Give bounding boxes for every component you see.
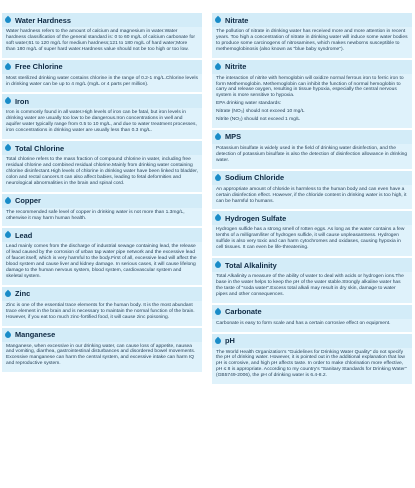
mps-description [212, 144, 412, 169]
zinc-description [2, 301, 202, 326]
water-drop-icon [214, 173, 222, 181]
sodium-chloride-title: Sodium Chloride [225, 173, 285, 183]
water-drop-icon [214, 133, 222, 141]
water-hardness-paragraph: Water hardness refers to the amount of calcium and magnesium in water.Water hardness classification of the general standard is: 0 to 60 mg/L of calcium carbonate for soft water;61 to 120 mg/L for medium hardness;121 to 180 mg/L of hard water;More than 180 mg/L of super hard water.Hardness value should not be too high or too low. [6, 29, 196, 52]
water-drop-icon [214, 261, 222, 269]
zinc-title: Zinc [15, 289, 31, 299]
nitrite-header [212, 60, 412, 74]
nitrite-title: Nitrite [225, 62, 247, 72]
total-chlorine-paragraph: Total chlorine refers to the mass fraction of compound chlorine in water, including free residual chlorine and combined residual chlorine.Mainly from drinking water containing chlorine disinfectant.High levels of chlorine in drinking water have been linked to bladder, colon and rectal cancers.It can also affect babies, leading to fetal deformities and neurological abnormalities in the brain and spinal cord. [6, 157, 198, 186]
nitrate-paragraph: The pollution of nitrate in drinking water has received more and more attention in recent years. Too high a concentration of nitrate in drinking water will induce some water bodies to produce some carcinogens of nitrosamines, which makes newborns susceptible to methemoglobinosis (also known as "blue baby syndrome"). [216, 29, 408, 52]
lead-title: Lead [15, 230, 33, 240]
total-chlorine-title: Total Chlorine [15, 143, 65, 153]
water-hardness-header [2, 13, 202, 27]
hydrogen-sulfate-paragraph: Hydrogen sulfide has a strong smell of rotten eggs. As long as the water contains a few tenths of a milligram/liter of hydrogen sulfide, it will cause unpleasantness. Hydrogen sulfide is also very toxic and can harm cytochromes and oxidases, causing hypoxia in cell tissues. It can even be life-threatening. [216, 227, 405, 251]
nitrate-header [212, 13, 412, 27]
mps-header [212, 130, 412, 144]
water-drop-icon [214, 336, 222, 344]
carbonate-header [212, 305, 412, 319]
ph-description [212, 348, 412, 385]
ph-paragraph: The World Health Organization's "Guidelines for Drinking Water Quality" do not specify the pH of drinking water. However, it is pointed out in the additional explanation that low pH is corrosive, and high pH affects taste. In order to make chlorination more effective, pH ≤ 8 is appropriate. According to my country's "Sanitary Standards for Drinking Water" (GB5749-2006), the pH of drinking water is 6.4-8.2. [216, 349, 407, 379]
water-drop-icon [4, 144, 12, 152]
hydrogen-sulfate-title: Hydrogen Sulfate [225, 213, 287, 223]
carbonate-title: Carbonate [225, 307, 262, 317]
water-drop-icon [4, 290, 12, 298]
water-drop-icon [4, 330, 12, 338]
total-chlorine-section [2, 141, 202, 192]
left-column [2, 13, 202, 374]
total-chlorine-header [2, 141, 202, 155]
water-drop-icon [214, 214, 222, 222]
mps-section [212, 130, 412, 169]
total-alkalinity-section [212, 258, 412, 303]
sodium-chloride-paragraph: An appropriate amount of chloride is harmless to the human body and can even have a certain disinfection effect. However, if the chloride content in drinking water is too high, it can be harmful to humans. [216, 186, 407, 204]
total-alkalinity-paragraph: Total Alkalinity a measure of the ability of water to deal with acids or hydrogen ions.The base in the water helps to keep the pH of the water stable.Strongly alkaline water has the taste of "soda water".Excess total alkali may result in dry skin, damage to water pipes and other consequences. [216, 274, 404, 297]
water-hardness-description [2, 27, 202, 58]
zinc-section [2, 287, 202, 326]
water-drop-icon [4, 231, 12, 239]
nitrite-description [212, 74, 412, 128]
lead-description [2, 242, 202, 284]
water-drop-icon [214, 62, 222, 70]
water-drop-icon [4, 16, 12, 24]
water-drop-icon [4, 196, 12, 204]
iron-title: Iron [15, 96, 29, 106]
mps-paragraph: Potassium bisulfate is widely used in the field of drinking water disinfection, and the detection of potassium bisulfate is also the detection of disinfection allowance in drinking water. [216, 145, 408, 163]
mps-title: MPS [225, 132, 242, 142]
nitrate-title: Nitrate [225, 15, 249, 25]
water-hardness-title: Water Hardness [15, 15, 71, 25]
copper-section [2, 194, 202, 227]
lead-paragraph: Lead mainly comes from the discharge of industrial sewage containing lead, the release of lead caused by the corrosion of urban tap water pipe network and the excessive lead of faucet itself, which is very harmful to the body.First of all, excessive lead will affect the blood system and cause liver and kidney damage. In serious cases, it will cause lifelong damage to the human nervous system, blood system, cardiovascular system and skeletal system. [6, 244, 197, 279]
free-chlorine-header [2, 60, 202, 74]
hydrogen-sulfate-header [212, 211, 412, 225]
free-chlorine-title: Free Chlorine [15, 62, 63, 72]
total-chlorine-description [2, 155, 202, 192]
free-chlorine-description [2, 74, 202, 93]
zinc-paragraph: Zinc is one of the essential trace elements for the human body. It is the most abundant trace element in the brain and is necessary to maintain the normal function of the brain. However, if you eat too much zinc-fortified food, it will cause zinc poisoning. [6, 302, 195, 320]
water-drop-icon [214, 16, 222, 24]
nitrite-paragraph: EPA drinking water standards: [216, 101, 282, 107]
lead-section [2, 228, 202, 284]
water-drop-icon [4, 62, 12, 70]
copper-title: Copper [15, 196, 41, 206]
total-alkalinity-description [212, 272, 412, 303]
iron-paragraph: Iron is commonly found in all water.High levels of iron can be fatal, but iron levels in drinking water are usually too low to be dangerous.Iron concentrations in well and aquifer water typically range from 0.5 to 10 mg/L, and due to water treatment processes, iron concentrations in drinking water are usually less than 0.3 mg/L. [6, 110, 197, 134]
sodium-chloride-section [212, 171, 412, 210]
carbonate-paragraph: Carbonate is easy to form scale and has a certain corrosive effect on equipment. [216, 320, 391, 326]
copper-header [2, 194, 202, 208]
total-alkalinity-header [212, 258, 412, 272]
manganese-title: Manganese [15, 330, 56, 340]
nitrate-section [212, 13, 412, 58]
copper-paragraph: The recommended safe level of copper in drinking water is not more than 1.3mg/L, otherwise it may harm human health. [6, 209, 185, 221]
iron-section [2, 94, 202, 139]
hydrogen-sulfate-section [212, 211, 412, 256]
free-chlorine-paragraph: Most sterilized drinking water contains chlorine in the range of 0.2-1 mg/L.Chlorine levels in drinking water can be up to 4 mg/L (mg/L or 4 parts per million). [6, 75, 198, 87]
nitrite-section [212, 60, 412, 128]
nitrite-paragraph: Nitrate (NO₃) should not exceed 10 mg/L [216, 109, 305, 115]
ph-section [212, 334, 412, 385]
sodium-chloride-description [212, 185, 412, 210]
iron-description [2, 108, 202, 139]
manganese-description [2, 342, 202, 373]
nitrite-paragraph: Nitrite (NO₂) should not exceed 1 mg/L [216, 117, 300, 123]
ph-title: pH [225, 336, 235, 346]
nitrate-description [212, 27, 412, 58]
carbonate-description [212, 319, 412, 332]
water-hardness-section [2, 13, 202, 58]
nitrite-paragraph: The interaction of nitrite with hemoglobin will oxidize normal ferrous iron to ferric iron to form Methemoglobin. Methemoglobin can inhibit the function of normal hemoglobin to carry and release oxygen, resulting in tissue hypoxia, especially the central nervous system is more sensitive to hypoxia. [216, 75, 404, 99]
free-chlorine-section [2, 60, 202, 93]
right-column [212, 13, 412, 386]
ph-header [212, 334, 412, 348]
lead-header [2, 228, 202, 242]
manganese-header [2, 328, 202, 342]
iron-header [2, 94, 202, 108]
water-drop-icon [214, 307, 222, 315]
manganese-paragraph: Manganese, when excessive in our drinking water, can cause loss of appetite, nausea and vomiting, diarrhea, gastrointestinal disturbances and disordered bowel movements. Excessive manganese can harm the central system, and excessive intake can harm IQ and reproductive system. [6, 343, 196, 367]
manganese-section [2, 328, 202, 373]
hydrogen-sulfate-description [212, 225, 412, 256]
total-alkalinity-title: Total Alkalinity [225, 260, 277, 270]
copper-description [2, 208, 202, 227]
carbonate-section [212, 305, 412, 332]
sodium-chloride-header [212, 171, 412, 185]
water-drop-icon [4, 97, 12, 105]
zinc-header [2, 287, 202, 301]
